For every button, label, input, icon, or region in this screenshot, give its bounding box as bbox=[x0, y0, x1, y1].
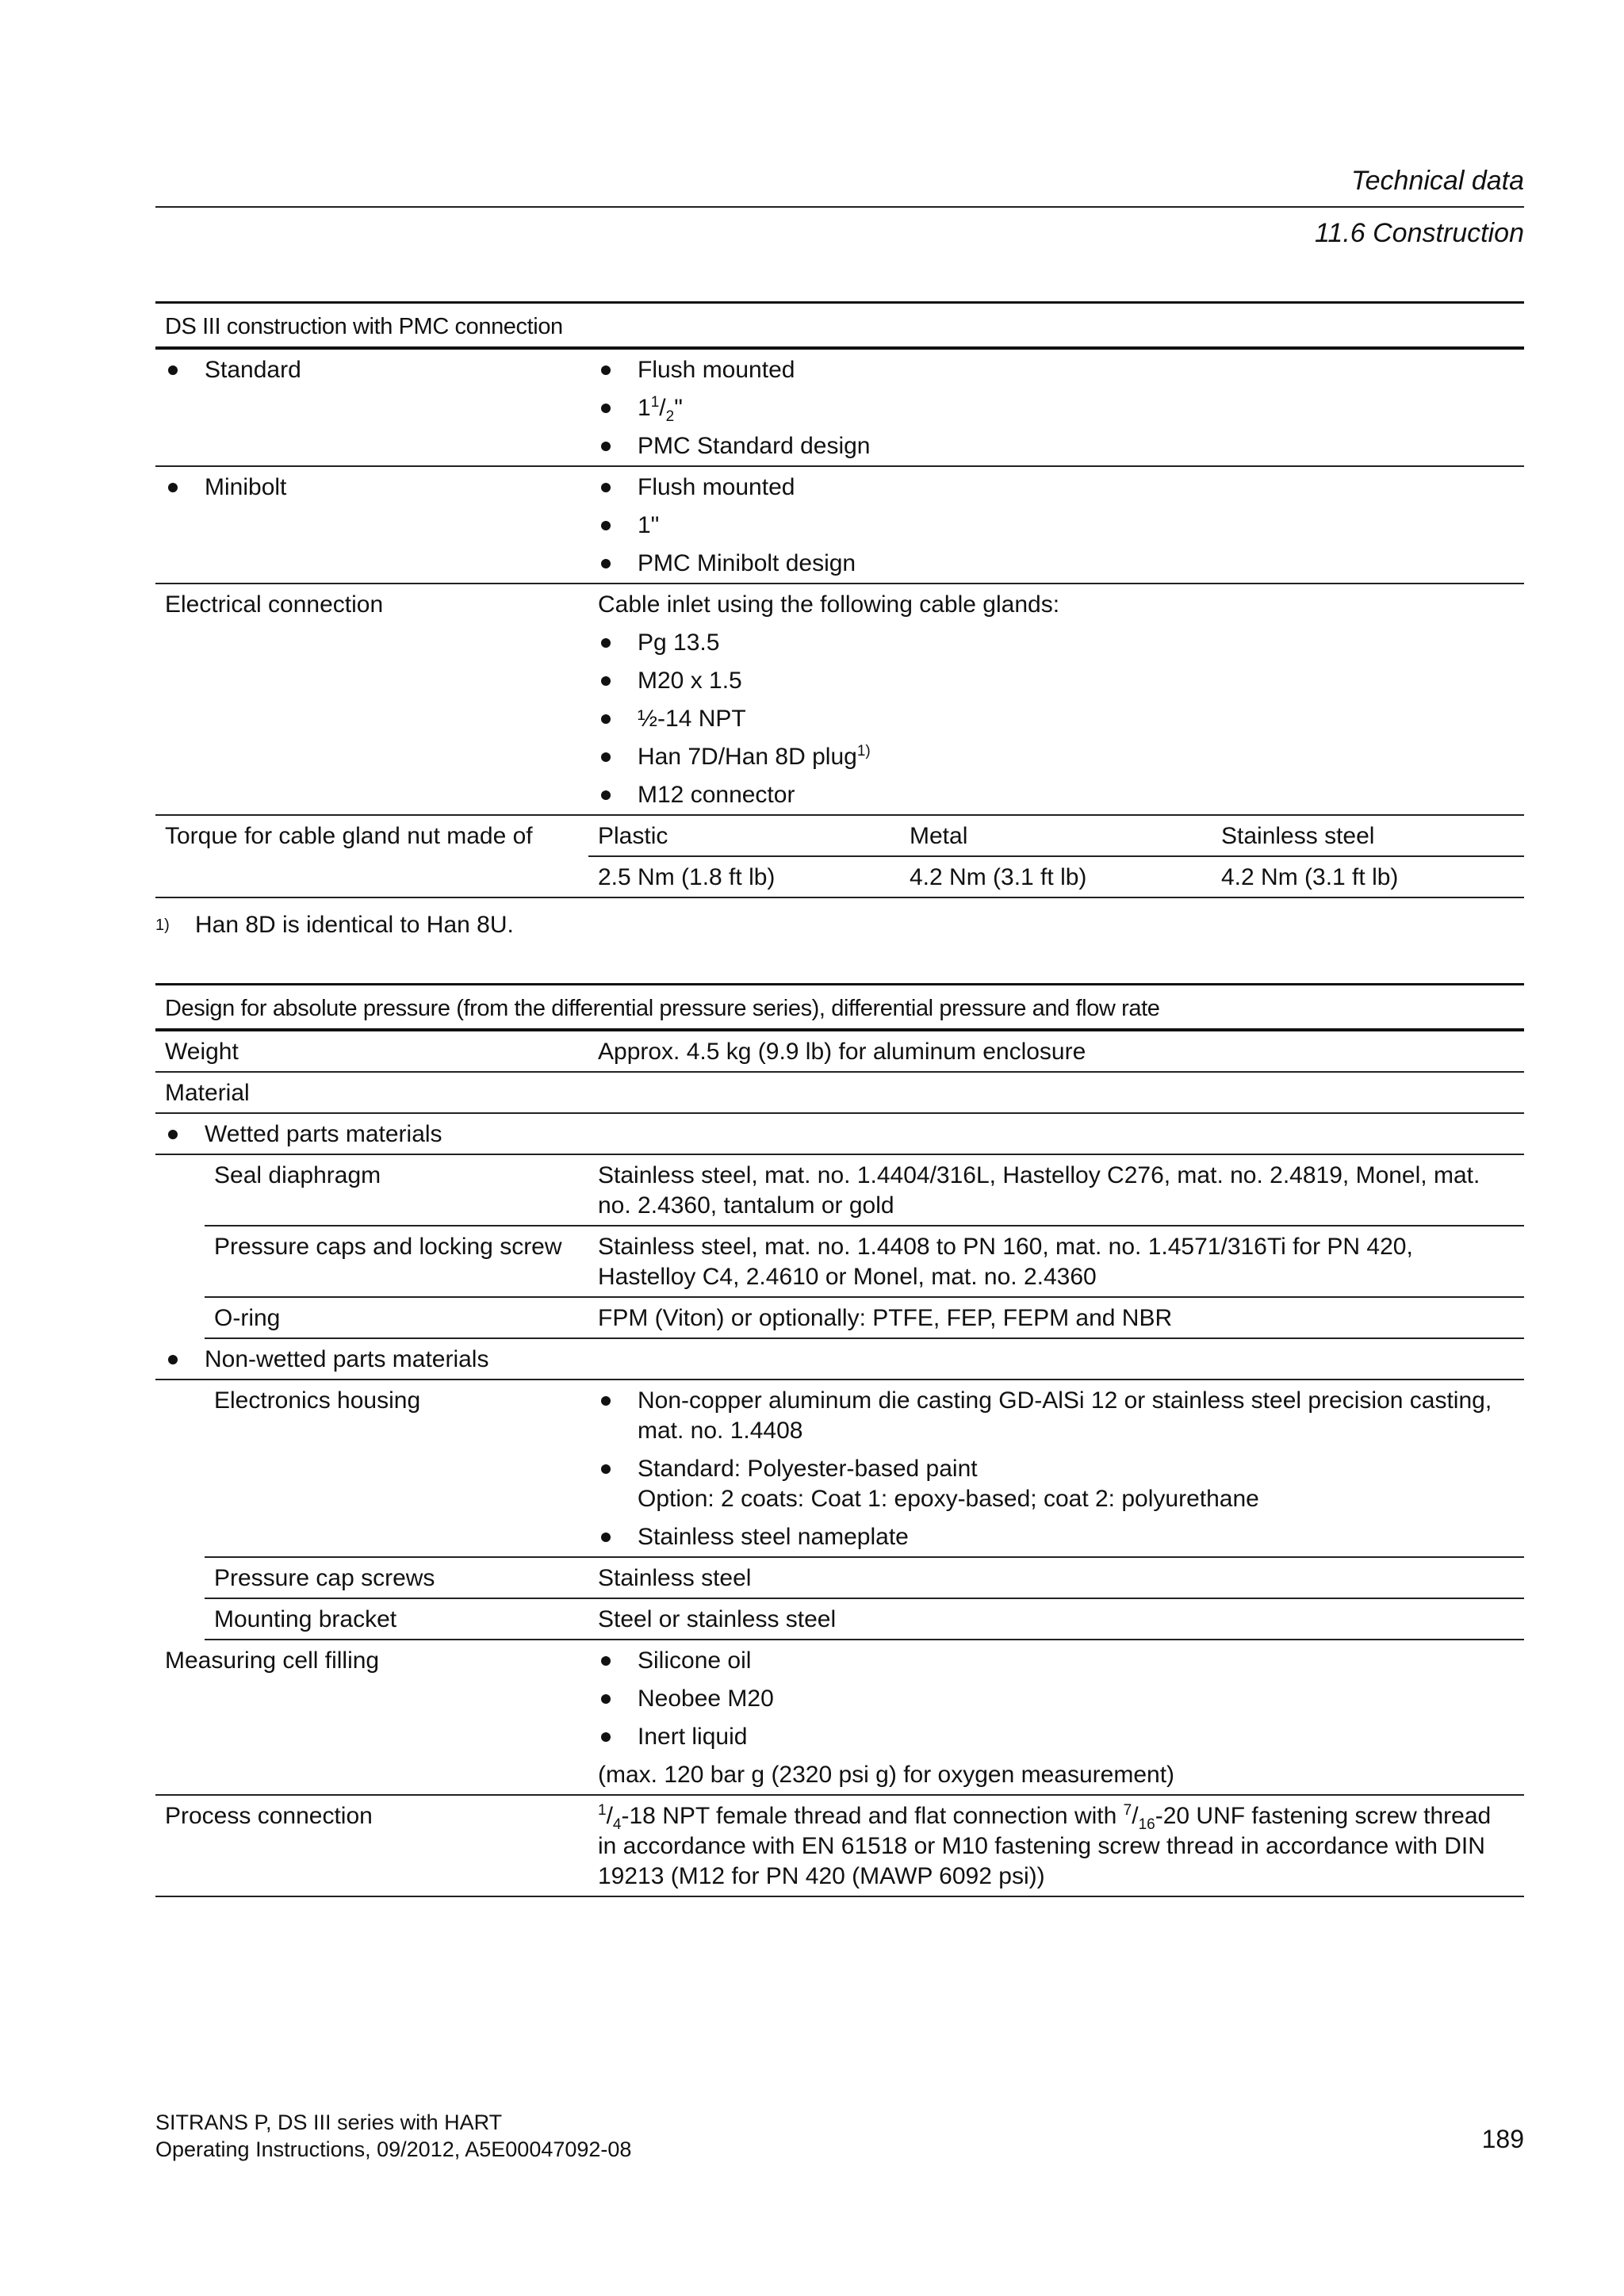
list-item: 1" bbox=[598, 511, 1515, 541]
table-title: Design for absolute pressure (from the differential pressure series), differential pressure and flow rate bbox=[155, 985, 1524, 1031]
row-label-electronics-housing: Electronics housing bbox=[205, 1380, 588, 1557]
bullet-list bbox=[598, 473, 1515, 579]
list-item: $1^1/_2$" bbox=[598, 393, 1515, 423]
table-row bbox=[155, 466, 1524, 584]
row-label-wetted: Wetted parts materials bbox=[165, 1119, 1515, 1150]
indent-spacer bbox=[155, 1598, 205, 1640]
row-label bbox=[155, 348, 588, 466]
row-label-weight: Weight bbox=[155, 1030, 588, 1072]
row-value bbox=[588, 1380, 1524, 1557]
list-item: Flush mounted bbox=[598, 473, 1515, 503]
row-label-pressure-caps: Pressure caps and locking screw bbox=[205, 1226, 588, 1297]
row-label-cap-screws: Pressure cap screws bbox=[205, 1557, 588, 1598]
table-row bbox=[155, 584, 1524, 815]
list-item: M20 x 1.5 bbox=[598, 666, 1515, 696]
fraction-denominator: 16 bbox=[1138, 1816, 1155, 1833]
list-item bbox=[598, 1454, 1515, 1514]
torque-header-stainless: Stainless steel bbox=[1212, 815, 1524, 856]
table-title-row bbox=[155, 985, 1524, 1031]
row-label-electrical: Electrical connection bbox=[155, 584, 588, 815]
list-item: ½-14 NPT bbox=[598, 704, 1515, 734]
page-number: 189 bbox=[1481, 2125, 1524, 2153]
row-label-non-wetted: Non-wetted parts materials bbox=[165, 1345, 1515, 1375]
torque-header-plastic: Plastic bbox=[588, 815, 900, 856]
table-row bbox=[155, 1795, 1524, 1896]
table-pmc-construction bbox=[155, 301, 1524, 898]
header-rule bbox=[155, 206, 1524, 208]
table-row bbox=[155, 1113, 1524, 1154]
table-title-row bbox=[155, 303, 1524, 349]
footnote bbox=[155, 910, 514, 940]
indent-spacer bbox=[155, 1154, 205, 1226]
bullet-list bbox=[598, 1646, 1515, 1752]
page-footer bbox=[155, 2109, 631, 2163]
table-title: DS III construction with PMC connection bbox=[155, 303, 1524, 349]
table-design-absolute-pressure bbox=[155, 983, 1524, 1897]
fraction-denominator: 4 bbox=[612, 1816, 622, 1833]
indent-spacer bbox=[155, 1297, 205, 1338]
process-text-part2: -20 UNF fastening screw thread in accordance with EN 61518 or M10 fastening screw thread in accordance with DIN 19213 (M12 for PN 420 (MAWP 6092 psi)) bbox=[598, 1803, 1492, 1889]
footnote-reference: 1) bbox=[856, 743, 871, 760]
row-label bbox=[155, 466, 588, 584]
row-value-pressure-caps: Stainless steel, mat. no. 1.4408 to PN 160, mat. no. 1.4571/316Ti for PN 420, Hastelloy C4, 2.4610 or Monel, mat. no. 2.4360 bbox=[588, 1226, 1524, 1297]
row-value-o-ring: FPM (Viton) or optionally: PTFE, FEP, FEPM and NBR bbox=[588, 1297, 1524, 1338]
list-item: PMC Standard design bbox=[598, 431, 1515, 461]
row-label-o-ring: O-ring bbox=[205, 1297, 588, 1338]
torque-value-plastic: 2.5 Nm (1.8 ft lb) bbox=[588, 856, 900, 897]
table-row bbox=[155, 815, 1524, 856]
row-label-cell-filling: Measuring cell filling bbox=[155, 1640, 588, 1795]
torque-value-metal: 4.2 Nm (3.1 ft lb) bbox=[900, 856, 1212, 897]
han-plug-text: Han 7D/Han 8D plug bbox=[638, 744, 857, 770]
row-value-cap-screws: Stainless steel bbox=[588, 1557, 1524, 1598]
row-label bbox=[155, 1113, 1524, 1154]
table-row bbox=[155, 348, 1524, 466]
table-row bbox=[155, 1557, 1524, 1598]
table-row bbox=[155, 1226, 1524, 1297]
footnote-text: Han 8D is identical to Han 8U. bbox=[195, 912, 514, 938]
list-item: Inert liquid bbox=[598, 1722, 1515, 1752]
table-row bbox=[155, 1338, 1524, 1380]
row-label-minibolt: Minibolt bbox=[165, 473, 579, 503]
list-item: Neobee M20 bbox=[598, 1684, 1515, 1714]
size-unit: " bbox=[674, 395, 683, 421]
row-label-material: Material bbox=[155, 1072, 1524, 1113]
row-value-mounting-bracket: Steel or stainless steel bbox=[588, 1598, 1524, 1640]
paint-option: Option: 2 coats: Coat 1: epoxy-based; coat 2: polyurethane bbox=[638, 1486, 1259, 1512]
list-item: Non-copper aluminum die casting GD-AlSi 12 or stainless steel precision casting, mat. no. 1.4408 bbox=[598, 1386, 1515, 1446]
footer-document: Operating Instructions, 09/2012, A5E00047092-08 bbox=[155, 2137, 632, 2161]
bullet-list bbox=[598, 1386, 1515, 1552]
table-row bbox=[155, 1072, 1524, 1113]
paint-standard: Standard: Polyester-based paint bbox=[638, 1456, 978, 1482]
process-text-part1: -18 NPT female thread and flat connection with bbox=[621, 1803, 1124, 1829]
row-label bbox=[155, 1338, 1524, 1380]
list-item: M12 connector bbox=[598, 780, 1515, 810]
footer-product: SITRANS P, DS III series with HART bbox=[155, 2110, 503, 2134]
fraction-numerator: 1 bbox=[598, 1802, 607, 1819]
indent-spacer bbox=[155, 1226, 205, 1297]
list-item: Flush mounted bbox=[598, 355, 1515, 385]
row-value bbox=[588, 584, 1524, 815]
row-value-weight: Approx. 4.5 kg (9.9 lb) for aluminum enclosure bbox=[588, 1030, 1524, 1072]
indent-spacer bbox=[155, 1557, 205, 1598]
list-item: Silicone oil bbox=[598, 1646, 1515, 1676]
footnote-mark: 1) bbox=[155, 916, 170, 934]
electrical-intro: Cable inlet using the following cable glands: bbox=[598, 591, 1060, 618]
row-label-standard: Standard bbox=[165, 355, 579, 385]
fraction-numerator: 7 bbox=[1123, 1802, 1132, 1819]
row-value-seal-diaphragm: Stainless steel, mat. no. 1.4404/316L, Hastelloy C276, mat. no. 2.4819, Monel, mat. no. 2.4360, tantalum or gold bbox=[588, 1154, 1524, 1226]
list-item bbox=[598, 742, 1515, 772]
torque-value-stainless: 4.2 Nm (3.1 ft lb) bbox=[1212, 856, 1524, 897]
row-label-torque: Torque for cable gland nut made of bbox=[155, 815, 588, 897]
row-value bbox=[588, 348, 1524, 466]
fraction-numerator: 1 bbox=[650, 394, 660, 411]
list-item: Pg 13.5 bbox=[598, 628, 1515, 658]
table-row bbox=[155, 1598, 1524, 1640]
row-label-seal-diaphragm: Seal diaphragm bbox=[205, 1154, 588, 1226]
list-item: PMC Minibolt design bbox=[598, 549, 1515, 579]
table-row bbox=[155, 1030, 1524, 1072]
table-row bbox=[155, 1154, 1524, 1226]
size-whole: 1 bbox=[638, 395, 651, 421]
row-value bbox=[588, 466, 1524, 584]
table-row bbox=[155, 1297, 1524, 1338]
indent-spacer bbox=[155, 1380, 205, 1557]
bullet-list bbox=[598, 628, 1515, 810]
bullet-list bbox=[598, 355, 1515, 461]
row-label-process-connection: Process connection bbox=[155, 1795, 588, 1896]
row-label-mounting-bracket: Mounting bracket bbox=[205, 1598, 588, 1640]
row-value-process-connection: $^1/_4-18$ NPT female thread and flat connection with $^7/_{16}-20$ UNF fastening screw thread in accordance with EN 61518 or M10 fastening screw thread in accordance with DIN 19213 (M12 for PN 420 (MAWP 6092 psi)) bbox=[588, 1795, 1524, 1896]
table-row bbox=[155, 1380, 1524, 1557]
filling-note: (max. 120 bar g (2320 psi g) for oxygen measurement) bbox=[598, 1762, 1175, 1788]
table-row bbox=[155, 1640, 1524, 1795]
page-header bbox=[155, 163, 1524, 251]
torque-header-metal: Metal bbox=[900, 815, 1212, 856]
section-title: 11.6 Construction bbox=[1315, 218, 1524, 248]
row-value bbox=[588, 1640, 1524, 1795]
list-item: Stainless steel nameplate bbox=[598, 1522, 1515, 1552]
fraction-denominator: 2 bbox=[665, 408, 675, 425]
chapter-title: Technical data bbox=[1350, 166, 1524, 196]
